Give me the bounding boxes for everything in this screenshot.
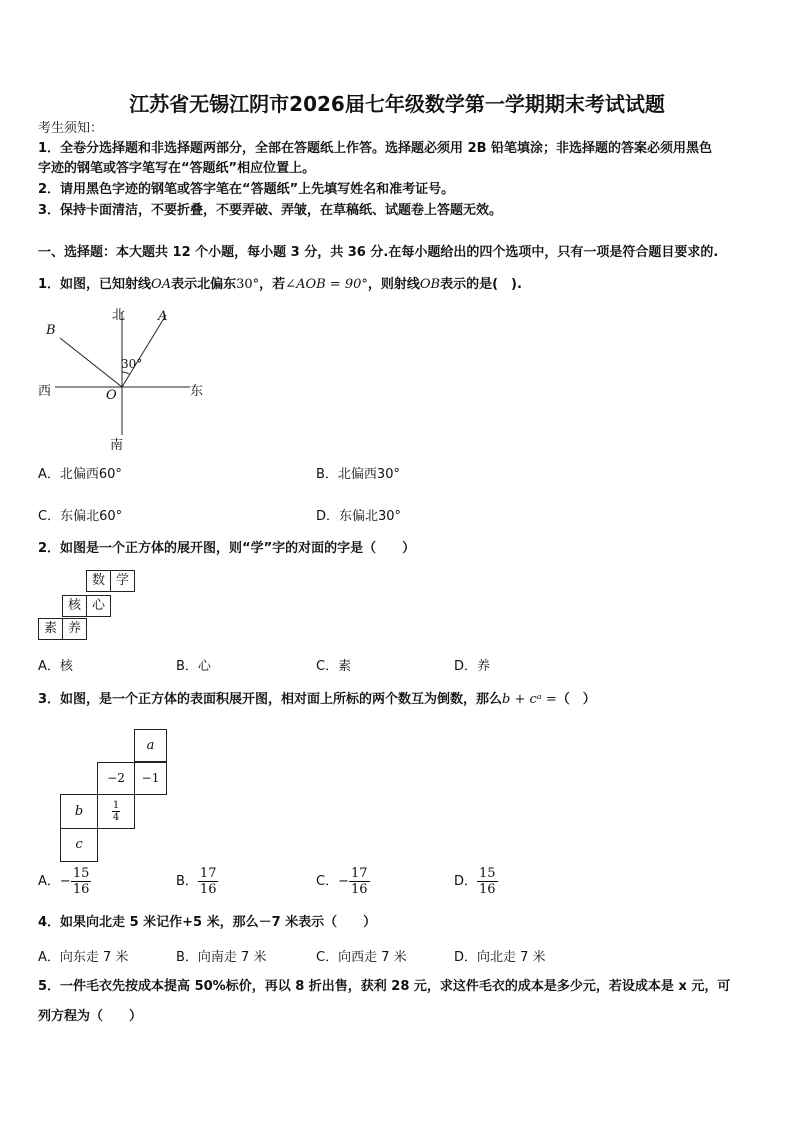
q2-option-a[interactable]: A．核	[38, 659, 73, 674]
q2-option-c[interactable]: C．素	[316, 659, 352, 674]
q2-option-d[interactable]: D．养	[454, 659, 491, 674]
net3-cell-b: b	[60, 794, 98, 829]
ray-ob	[60, 338, 122, 387]
question-4-stem: 4．如果向北走 5 米记作+5 米，那么－7 米表示（ ）	[38, 915, 377, 930]
question-2-stem: 2．如图是一个正方体的展开图，则“学”字的对面的字是（ ）	[38, 541, 416, 556]
angle-arc	[122, 372, 129, 374]
net3-cell-a: a	[134, 729, 167, 762]
net3-cell-neg2: −2	[97, 762, 135, 795]
question-1-stem: 1．如图，已知射线OA表示北偏东30°，若∠AOB = 90°，则射线OB表示的是( ).	[38, 277, 522, 292]
notice-heading: 考生须知：	[38, 121, 104, 136]
net3-cell-neg1: −1	[134, 762, 167, 795]
notice-item-1-cont: 字迹的钢笔或答字笔写在“答题纸”相应位置上。	[38, 161, 316, 176]
notice-item-3: 3．保持卡面清洁，不要折叠，不要弄破、弄皱，在草稿纸、试题卷上答题无效。	[38, 203, 503, 218]
quarter-den: 4	[112, 812, 120, 823]
question-5-stem-cont: 列方程为（ ）	[38, 1009, 143, 1024]
q3-option-c[interactable]: C．− $\frac{17}{16}$	[316, 866, 368, 897]
net-cell-shu: 数	[86, 570, 111, 592]
q4-option-c[interactable]: C．向西走 7 米	[316, 950, 407, 965]
label-b: B	[46, 323, 56, 338]
label-a: A	[158, 309, 168, 324]
label-east: 东	[190, 384, 204, 399]
q4-option-a[interactable]: A．向东走 7 米	[38, 950, 129, 965]
section-heading: 一、选择题：本大题共 12 个小题，每小题 3 分，共 36 分.在每小题给出的四个选项中，只有一项是符合题目要求的.	[38, 245, 719, 260]
net-cell-xin: 心	[86, 595, 111, 617]
ray-oa	[122, 315, 166, 387]
q1-option-b[interactable]: B．北偏西30°	[316, 467, 400, 482]
q2-option-b[interactable]: B．心	[176, 659, 211, 674]
q4-option-b[interactable]: B．向南走 7 米	[176, 950, 267, 965]
notice-item-2: 2．请用黑色字迹的钢笔或答字笔在“答题纸”上先填写姓名和准考证号。	[38, 182, 455, 197]
q3-option-d[interactable]: D． $\frac{15}{16}$	[454, 866, 496, 897]
q1-option-d[interactable]: D．东偏北30°	[316, 509, 402, 524]
quarter-num: 1	[112, 800, 120, 811]
label-west: 西	[38, 384, 52, 399]
net-cell-xue: 学	[110, 570, 135, 592]
q3-option-a[interactable]: A．− $\frac{15}{16}$	[38, 866, 90, 897]
question-3-stem: 3．如图，是一个正方体的表面积展开图，相对面上所标的两个数互为倒数，那么b + cᵃ =（ ）	[38, 692, 596, 707]
q4-option-d[interactable]: D．向北走 7 米	[454, 950, 546, 965]
q1-option-c[interactable]: C．东偏北60°	[38, 509, 123, 524]
net-cell-he: 核	[62, 595, 87, 617]
label-o: O	[106, 388, 117, 403]
q1-option-a[interactable]: A．北偏西60°	[38, 467, 122, 482]
net3-cell-quarter	[97, 794, 135, 829]
net3-cell-c: c	[60, 828, 98, 862]
net-cell-yang: 养	[62, 618, 87, 640]
label-angle-30: 30°	[121, 357, 143, 371]
label-south: 南	[110, 438, 124, 453]
label-north: 北	[112, 308, 126, 323]
question-5-stem: 5．一件毛衣先按成本提高 50%标价，再以 8 折出售，获利 28 元，求这件毛衣的成本是多少元，若设成本是 x 元，可	[38, 979, 731, 994]
net-cell-su: 素	[38, 618, 63, 640]
page-title: 江苏省无锡江阴市2026届七年级数学第一学期期末考试试题	[129, 92, 665, 116]
notice-item-1: 1．全卷分选择题和非选择题两部分，全部在答题纸上作答。选择题必须用 2B 铅笔填涂；非选择题的答案必须用黑色	[38, 141, 713, 156]
q3-option-b[interactable]: B． $\frac{17}{16}$	[176, 866, 217, 897]
